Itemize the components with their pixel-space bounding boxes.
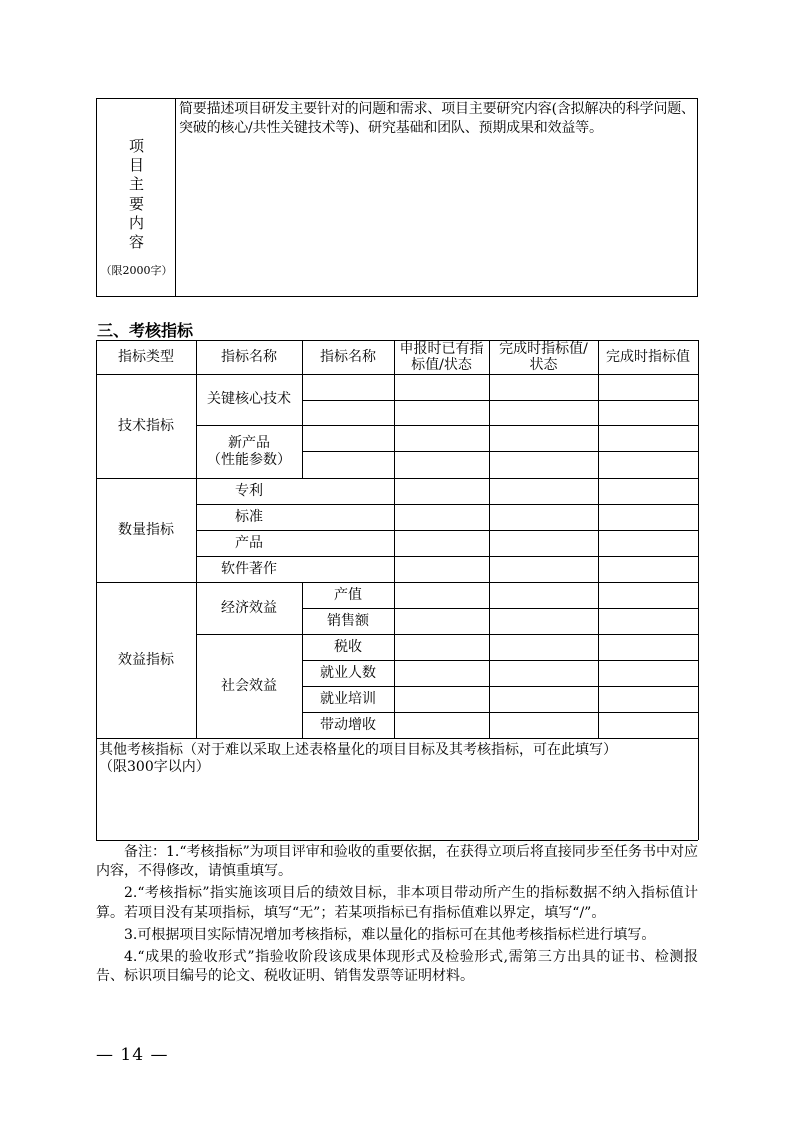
header-line: 标值/状态 — [411, 357, 472, 373]
header-line: 状态 — [529, 357, 558, 373]
training-label: 就业培训 — [320, 690, 376, 707]
notes — [96, 843, 698, 989]
section-title: 三、考核指标 — [97, 321, 194, 340]
label-char: 要 — [128, 194, 144, 213]
note-item: 备注：1.“考核指标”为项目评审和验收的重要依据，在获得立项后将直接同步至任务书中对应内容，不得修改，请慎重填写。 — [96, 844, 698, 880]
note-item: 2.“考核指标”指实施该项目后的绩效目标，非本项目带动所产生的指标数据不纳入指标值计算。若项目没有某项指标，填写“无”；若某项指标已有指标值难以界定，填写“/”。 — [96, 885, 698, 921]
patent-label: 专利 — [235, 482, 263, 499]
label-char: 目 — [128, 156, 144, 175]
tech-indicator-label: 技术指标 — [118, 417, 174, 434]
project-content-label — [97, 137, 176, 252]
employment-label: 就业人数 — [320, 664, 376, 681]
standard-label: 标准 — [235, 508, 263, 525]
project-content-label-cell — [97, 99, 176, 296]
header-type: 指标类型 — [118, 349, 174, 365]
label-char: 项 — [128, 137, 144, 155]
word-limit-note: （限2000字） — [100, 264, 173, 277]
benefit-indicator-label: 效益指标 — [118, 651, 174, 668]
header-name-2: 指标名称 — [320, 349, 376, 365]
other-indicators-field[interactable] — [99, 742, 694, 776]
tax-label: 税收 — [334, 638, 362, 655]
quantity-indicator-label: 数量指标 — [118, 521, 174, 538]
social-benefit-label: 社会效益 — [221, 677, 277, 694]
new-product-line: 新产品 — [228, 434, 270, 451]
header-line: 完成时指标值/ — [499, 341, 588, 357]
software-copyright-label: 软件著作 — [221, 560, 277, 577]
label-char: 容 — [128, 233, 144, 252]
core-tech-label: 关键核心技术 — [207, 391, 291, 407]
page-number: — 14 — — [96, 1045, 169, 1065]
output-value-label: 产值 — [334, 586, 362, 603]
note-item: 3.可根据项目实际情况增加考核指标，难以量化的指标可在其他考核指标栏进行填写。 — [124, 926, 656, 943]
product-label: 产品 — [235, 534, 263, 551]
project-content-field[interactable]: 简要描述项目研发主要针对的问题和需求、项目主要研究内容(含拟解决的科学问题、突破的核心/共性关键技术等)、研究基础和团队、预期成果和效益等。 — [179, 101, 695, 136]
other-indicators-limit: （限300字以内） — [99, 759, 210, 775]
header-target-value — [489, 340, 598, 374]
label-char: 内 — [128, 213, 144, 232]
economic-benefit-label: 经济效益 — [221, 599, 277, 616]
note-item: 4.“成果的验收形式”指验收阶段该成果体现形式及检验形式,需第三方出具的证书、检测报告、标识项目编号的论文、税收证明、销售发票等证明材料。 — [96, 949, 698, 985]
other-indicators-prompt: 其他考核指标（对于难以采取上述表格量化的项目目标及其考核指标，可在此填写） — [99, 742, 617, 758]
label-char: 主 — [128, 175, 144, 194]
header-line: 申报时已有指 — [399, 341, 484, 357]
header-name-1: 指标名称 — [221, 349, 277, 365]
income-increase-label: 带动增收 — [320, 716, 376, 733]
indicator-value-inputs[interactable] — [302, 374, 698, 738]
header-existing-value — [394, 340, 489, 374]
new-product-label — [196, 425, 302, 478]
project-content-box — [96, 98, 698, 297]
sales-label: 销售额 — [327, 612, 369, 629]
header-final-value: 完成时指标值 — [606, 349, 690, 365]
new-product-line: （性能参数） — [207, 451, 291, 468]
